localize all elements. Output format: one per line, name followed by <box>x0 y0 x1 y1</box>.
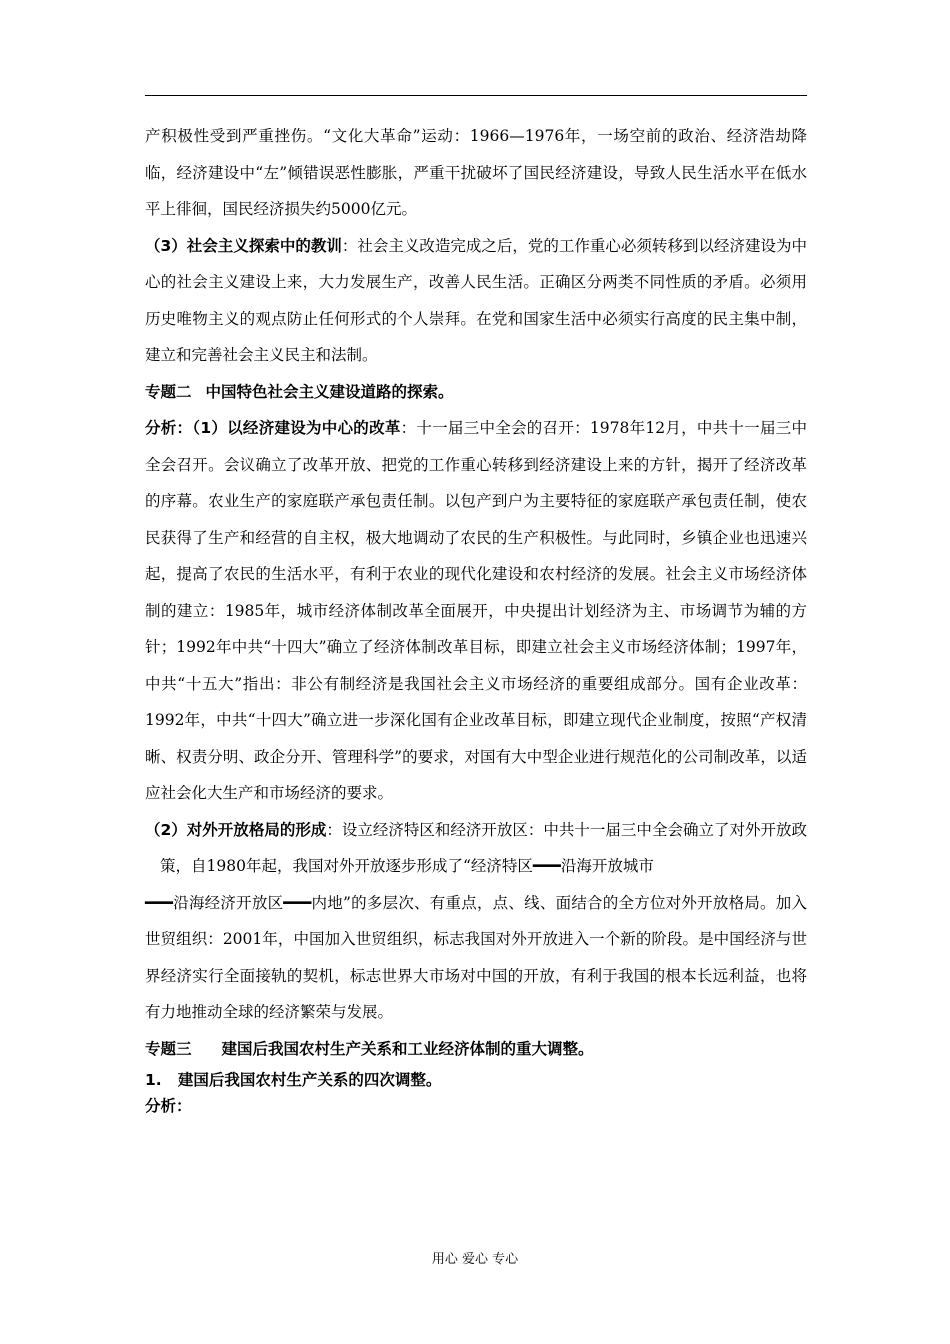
paragraph-text-continued: ━━━沿海经济开放区━━━内地”的多层次、有重点，点、线、面结合的全方位对外开放格局。加入世贸组织：2001年，中国加入世贸组织，标志我国对外开放进入一个新的阶段。是中国经济与世界经济实行全面接轨的契机，标志世界大市场对中国的开放，有利于我国的根本长远利益，也将有力地推动全球的经济繁荣与发展。 <box>145 893 807 1021</box>
paragraph-opening-up <box>145 812 807 1031</box>
section-label: 专题二 <box>145 382 192 401</box>
paragraph-lead: （3）社会主义探索中的教训 <box>145 236 342 255</box>
header-rule <box>145 95 807 96</box>
paragraph-text: 产积极性受到严重挫伤。“文化大革命”运动：1966—1976年，一场空前的政治、经济浩劫降临，经济建设中“左”倾错误恶性膨胀，严重干扰破坏了国民经济建设，导致人民生活水平在低水平上徘徊，国民经济损失约5000亿元。 <box>145 127 807 218</box>
page-footer: 用心 爱心 专心 <box>431 1252 519 1267</box>
paragraph-lead: 分析：（1）以经济建设为中心的改革 <box>145 419 401 437</box>
section-heading-2 <box>145 374 807 411</box>
section-title: 建国后我国农村生产关系和工业经济体制的重大调整。 <box>221 1039 594 1058</box>
section-heading-3 <box>145 1031 807 1068</box>
section-title: 中国特色社会主义建设道路的探索。 <box>205 382 454 401</box>
document-body <box>145 118 807 1119</box>
paragraph-lessons <box>145 228 807 374</box>
paragraph-lead: （2）对外开放格局的形成 <box>145 820 327 839</box>
paragraph-text: ：十一届三中全会的召开：1978年12月，中共十一届三中全会召开。会议确立了改革开放、把党的工作重心转移到经济建设上来的方针，揭开了经济改革的序幕。农业生产的家庭联产承包责任制。以包产到户为主要特征的家庭联产承包责任制，使农民获得了生产和经营的自主权，极大地调动了农民的生产积极性。与此同时，乡镇企业也迅速兴起，提高了农民的生活水平，有利于农业的现代化建设和农村经济的发展。社会主义市场经济体制的建立：1985年，城市经济体制改革全面展开，中央提出计划经济为主、市场调节为辅的方针；1992年中共“十四大”确立了经济体制改革目标，即建立社会主义市场经济体制；1997年，中共“十五大”指出：非公有制经济是我国社会主义市场经济的重要组成部分。国有企业改革：1992年，中共“十四大”确立进一步深化国有企业改革目标，即建立现代企业制度，按照“产权清晰、权责分明、政企分开、管理科学”的要求，对国有大中型企业进行规范化的公司制改革，以适应社会化大生产和市场经济的要求。 <box>145 419 807 802</box>
paragraph-text: ：社会主义改造完成之后，党的工作重心必须转移到以经济建设为中心的社会主义建设上来，大力发展生产，改善人民生活。正确区分两类不同性质的矛盾。必须用历史唯物主义的观点防止任何形式的个人崇拜。在党和国家生活中必须实行高度的民主集中制，建立和完善社会主义民主和法制。 <box>145 236 807 364</box>
paragraph-cultural-revolution <box>145 118 807 228</box>
paragraph-text: ：设立经济特区和经济开放区：中共十一届三中全会确立了对外开放政策，自1980年起，我国对外开放逐步形成了“经济特区━━━沿海开放城市 <box>160 820 807 875</box>
numbered-item-1: 1. 建国后我国农村生产关系的四次调整。 <box>145 1071 442 1089</box>
analysis-label: 分析： <box>145 1097 192 1115</box>
section-label: 专题三 <box>145 1039 192 1058</box>
paragraph-reform <box>145 410 807 812</box>
